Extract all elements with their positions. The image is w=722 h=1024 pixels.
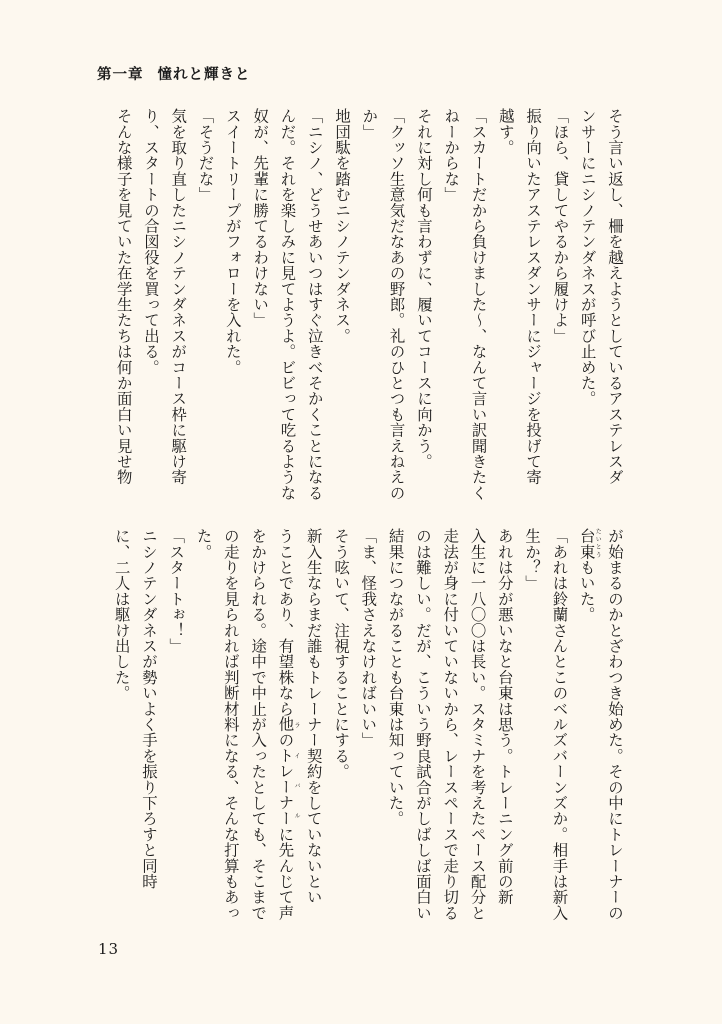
text-line: 「クッソ生意気だなあの野郎。礼のひとつも言えねえの	[387, 108, 406, 501]
text-line-ruby-taito: 台東たいとうもいた。	[577, 528, 602, 623]
text-line: そう言い返し、柵を越えようとしているアステレスダ	[606, 108, 624, 485]
text-line: 「ニシノ、どうせあいつはすぐ泣きべそかくことになる	[305, 108, 324, 501]
chapter-number: 第一章	[97, 66, 144, 83]
text-line: 入生に一八〇〇は長い。スタミナを考えたペース配分と	[468, 528, 487, 921]
chapter-title: 憧れと輝きと	[157, 66, 251, 83]
text-line: スイートリープがフォローを入れた。	[223, 108, 242, 375]
text-line: をかけられる。途中で中止が入ったとしても、そこまで	[249, 528, 268, 921]
text-line: 地団駄を踏むニシノテンダネス。	[333, 108, 352, 344]
text-line: 走法が身に付いていないから、レースペースで走り切る	[441, 528, 460, 921]
text-line: のは難しい。だが、こういう野良試合がしばしば面白い	[413, 528, 432, 921]
text-line: 生か？」	[523, 528, 542, 591]
text-line: 結果につながることも台東は知っていた。	[386, 528, 405, 827]
page-number: 13	[98, 940, 120, 958]
text-line: の走りを見られれば判断材料になる、そんな打算もあっ	[221, 528, 240, 921]
text-line: ねーからな」	[442, 108, 461, 203]
text-line: ニシノテンダネスが勢いよく手を振り下ろすと同時	[139, 528, 158, 890]
text-line: 「ほら、貸してやるから履けよ」	[551, 108, 570, 344]
text-line: 「スタートぉ！」	[167, 528, 186, 654]
text-line: 「あれは鈴蘭さんとこのベルズバーンズか。相手は新入	[550, 528, 569, 921]
text-line: り、スタートの合図役を買って出る。	[141, 108, 160, 375]
text-line: 奴が、先輩に勝てるわけない」	[251, 108, 270, 328]
text-line: 新入生ならまだ誰もトレーナー契約をしていないとい	[304, 528, 323, 905]
ruby-rival-reading: ライバル	[292, 716, 300, 827]
text-line: 「そうだな」	[196, 108, 215, 203]
text-line: か」	[360, 108, 379, 140]
text-line: それに対し何も言わずに、履いてコースに向かう。	[414, 108, 433, 470]
text-line: に、二人は駆け出した。	[112, 528, 131, 701]
text-line-ruby-rival: うことであり、有望株なら他のトレーナーライバルに先んじて声	[276, 528, 300, 921]
text-line: 越す。	[496, 108, 515, 156]
ruby-rival: 他のトレーナーライバル	[276, 716, 300, 827]
text-line: そう呟いて、注視することにする。	[332, 528, 351, 780]
ruby-taito-reading: たいとう	[594, 528, 602, 560]
upper-text-block	[109, 108, 628, 501]
ruby-taito: 台東たいとう	[577, 528, 602, 560]
text-line: 気を取り直したニシノテンダネスがコース枠に駆け寄	[169, 108, 188, 485]
text-line: 「スカートだから負けました～、なんて言い訳聞きたく	[469, 108, 488, 501]
text-line: が始まるのかとざわつき始めた。その中にトレーナーの	[606, 528, 624, 921]
lower-text-block	[107, 528, 628, 921]
text-line: 「ま、怪我さえなければいい」	[359, 528, 378, 748]
text-line: そんな様子を見ていた在学生たちは何か面白い見せ物	[114, 108, 133, 485]
text-line: んだ。それを楽しみに見てようよ。ビビって吃るような	[278, 108, 297, 501]
text-line: 振り向いたアステレスダンサーにジャージを投げて寄	[524, 108, 543, 485]
text-line: た。	[194, 528, 213, 560]
text-line: ンサーにニシノテンダネスが呼び止めた。	[578, 108, 597, 407]
running-header	[97, 63, 251, 84]
text-line: あれは分が悪いなと台東は思う。トレーニング前の新	[495, 528, 514, 905]
